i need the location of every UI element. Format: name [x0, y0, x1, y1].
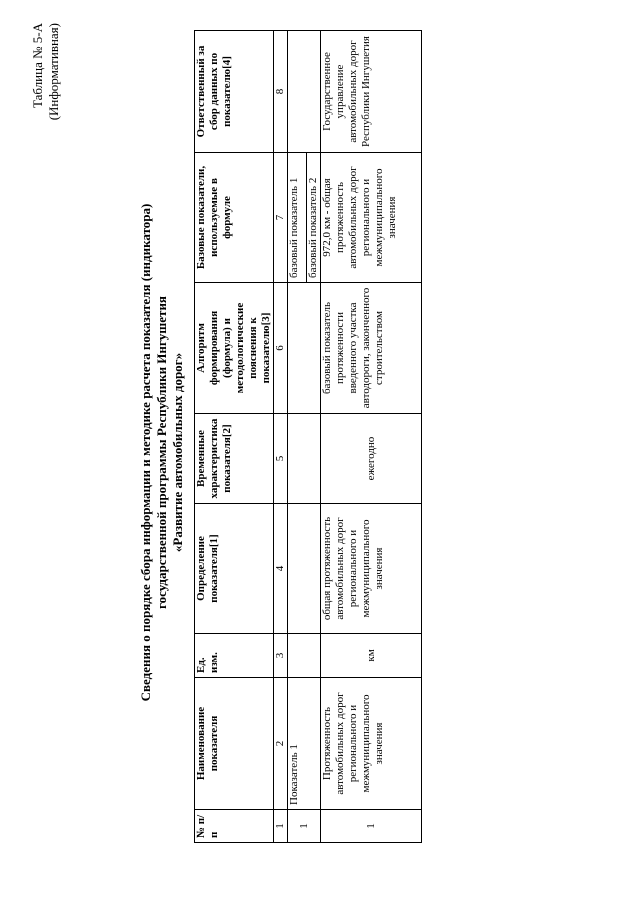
header-col-4: Определение показателя[1]	[195, 504, 274, 634]
row-number: 1	[321, 810, 422, 843]
base-indicator-1: базовый показатель 1	[288, 153, 307, 283]
empty-cell	[288, 504, 321, 634]
base-indicators: 972,0 км - общая протяженность автомобильных дорог регионального и межмуниципального значения	[321, 153, 422, 283]
column-number: 4	[274, 504, 288, 634]
indicator-table	[194, 30, 422, 843]
document-title	[138, 0, 186, 905]
empty-cell	[288, 634, 321, 678]
frequency: ежегодно	[321, 414, 422, 504]
header-row	[195, 31, 274, 843]
responsible: Государственное управление автомобильных дорог Республики Ингушетия	[321, 31, 422, 153]
header-col-7: Базовые показатели, используемые в формуле	[195, 153, 274, 283]
algorithm: базовый показатель протяженности введенного участка автодороги, законченного строительством	[321, 283, 422, 414]
empty-cell	[288, 283, 321, 414]
column-number: 3	[274, 634, 288, 678]
indicator-number: 1	[288, 810, 321, 843]
header-col-5: Временные характеристика показателя[2]	[195, 414, 274, 504]
column-number: 8	[274, 31, 288, 153]
column-number: 1	[274, 810, 288, 843]
empty-cell	[288, 414, 321, 504]
indicator-name: Протяженность автомобильных дорог регионального и межмуниципального значения	[321, 678, 422, 810]
column-number: 6	[274, 283, 288, 414]
header-col-6: Алгоритм формирования (формула) и методологические пояснения к показателю[3]	[195, 283, 274, 414]
header-col-3: Ед. изм.	[195, 634, 274, 678]
column-number: 7	[274, 153, 288, 283]
definition: общая протяженность автомобильных дорог регионального и межмуниципального значения	[321, 504, 422, 634]
title-line-2: государственной программы Республики Ингушетия	[154, 296, 169, 609]
indicator-row	[288, 31, 307, 843]
unit: км	[321, 634, 422, 678]
empty-cell	[288, 31, 321, 153]
base-indicator-2: базовый показатель 2	[307, 153, 321, 283]
table-caption	[30, 23, 62, 120]
column-number: 5	[274, 414, 288, 504]
column-number: 2	[274, 678, 288, 810]
header-col-2: Наименование показателя	[195, 678, 274, 810]
indicator-label: Показатель 1	[288, 678, 321, 810]
header-col-8: Ответственный за сбор данных по показателю[4]	[195, 31, 274, 153]
table-number: Таблица № 5-А	[30, 23, 45, 108]
title-line-1: Сведения о порядке сбора информации и методике расчета показателя (индикатора)	[138, 203, 153, 702]
table-note: (Информативная)	[46, 23, 61, 121]
table-row	[321, 31, 422, 843]
header-col-1: № п/п	[195, 810, 274, 843]
column-number-row	[274, 31, 288, 843]
title-line-3: «Развитие автомобильных дорог»	[170, 352, 185, 553]
